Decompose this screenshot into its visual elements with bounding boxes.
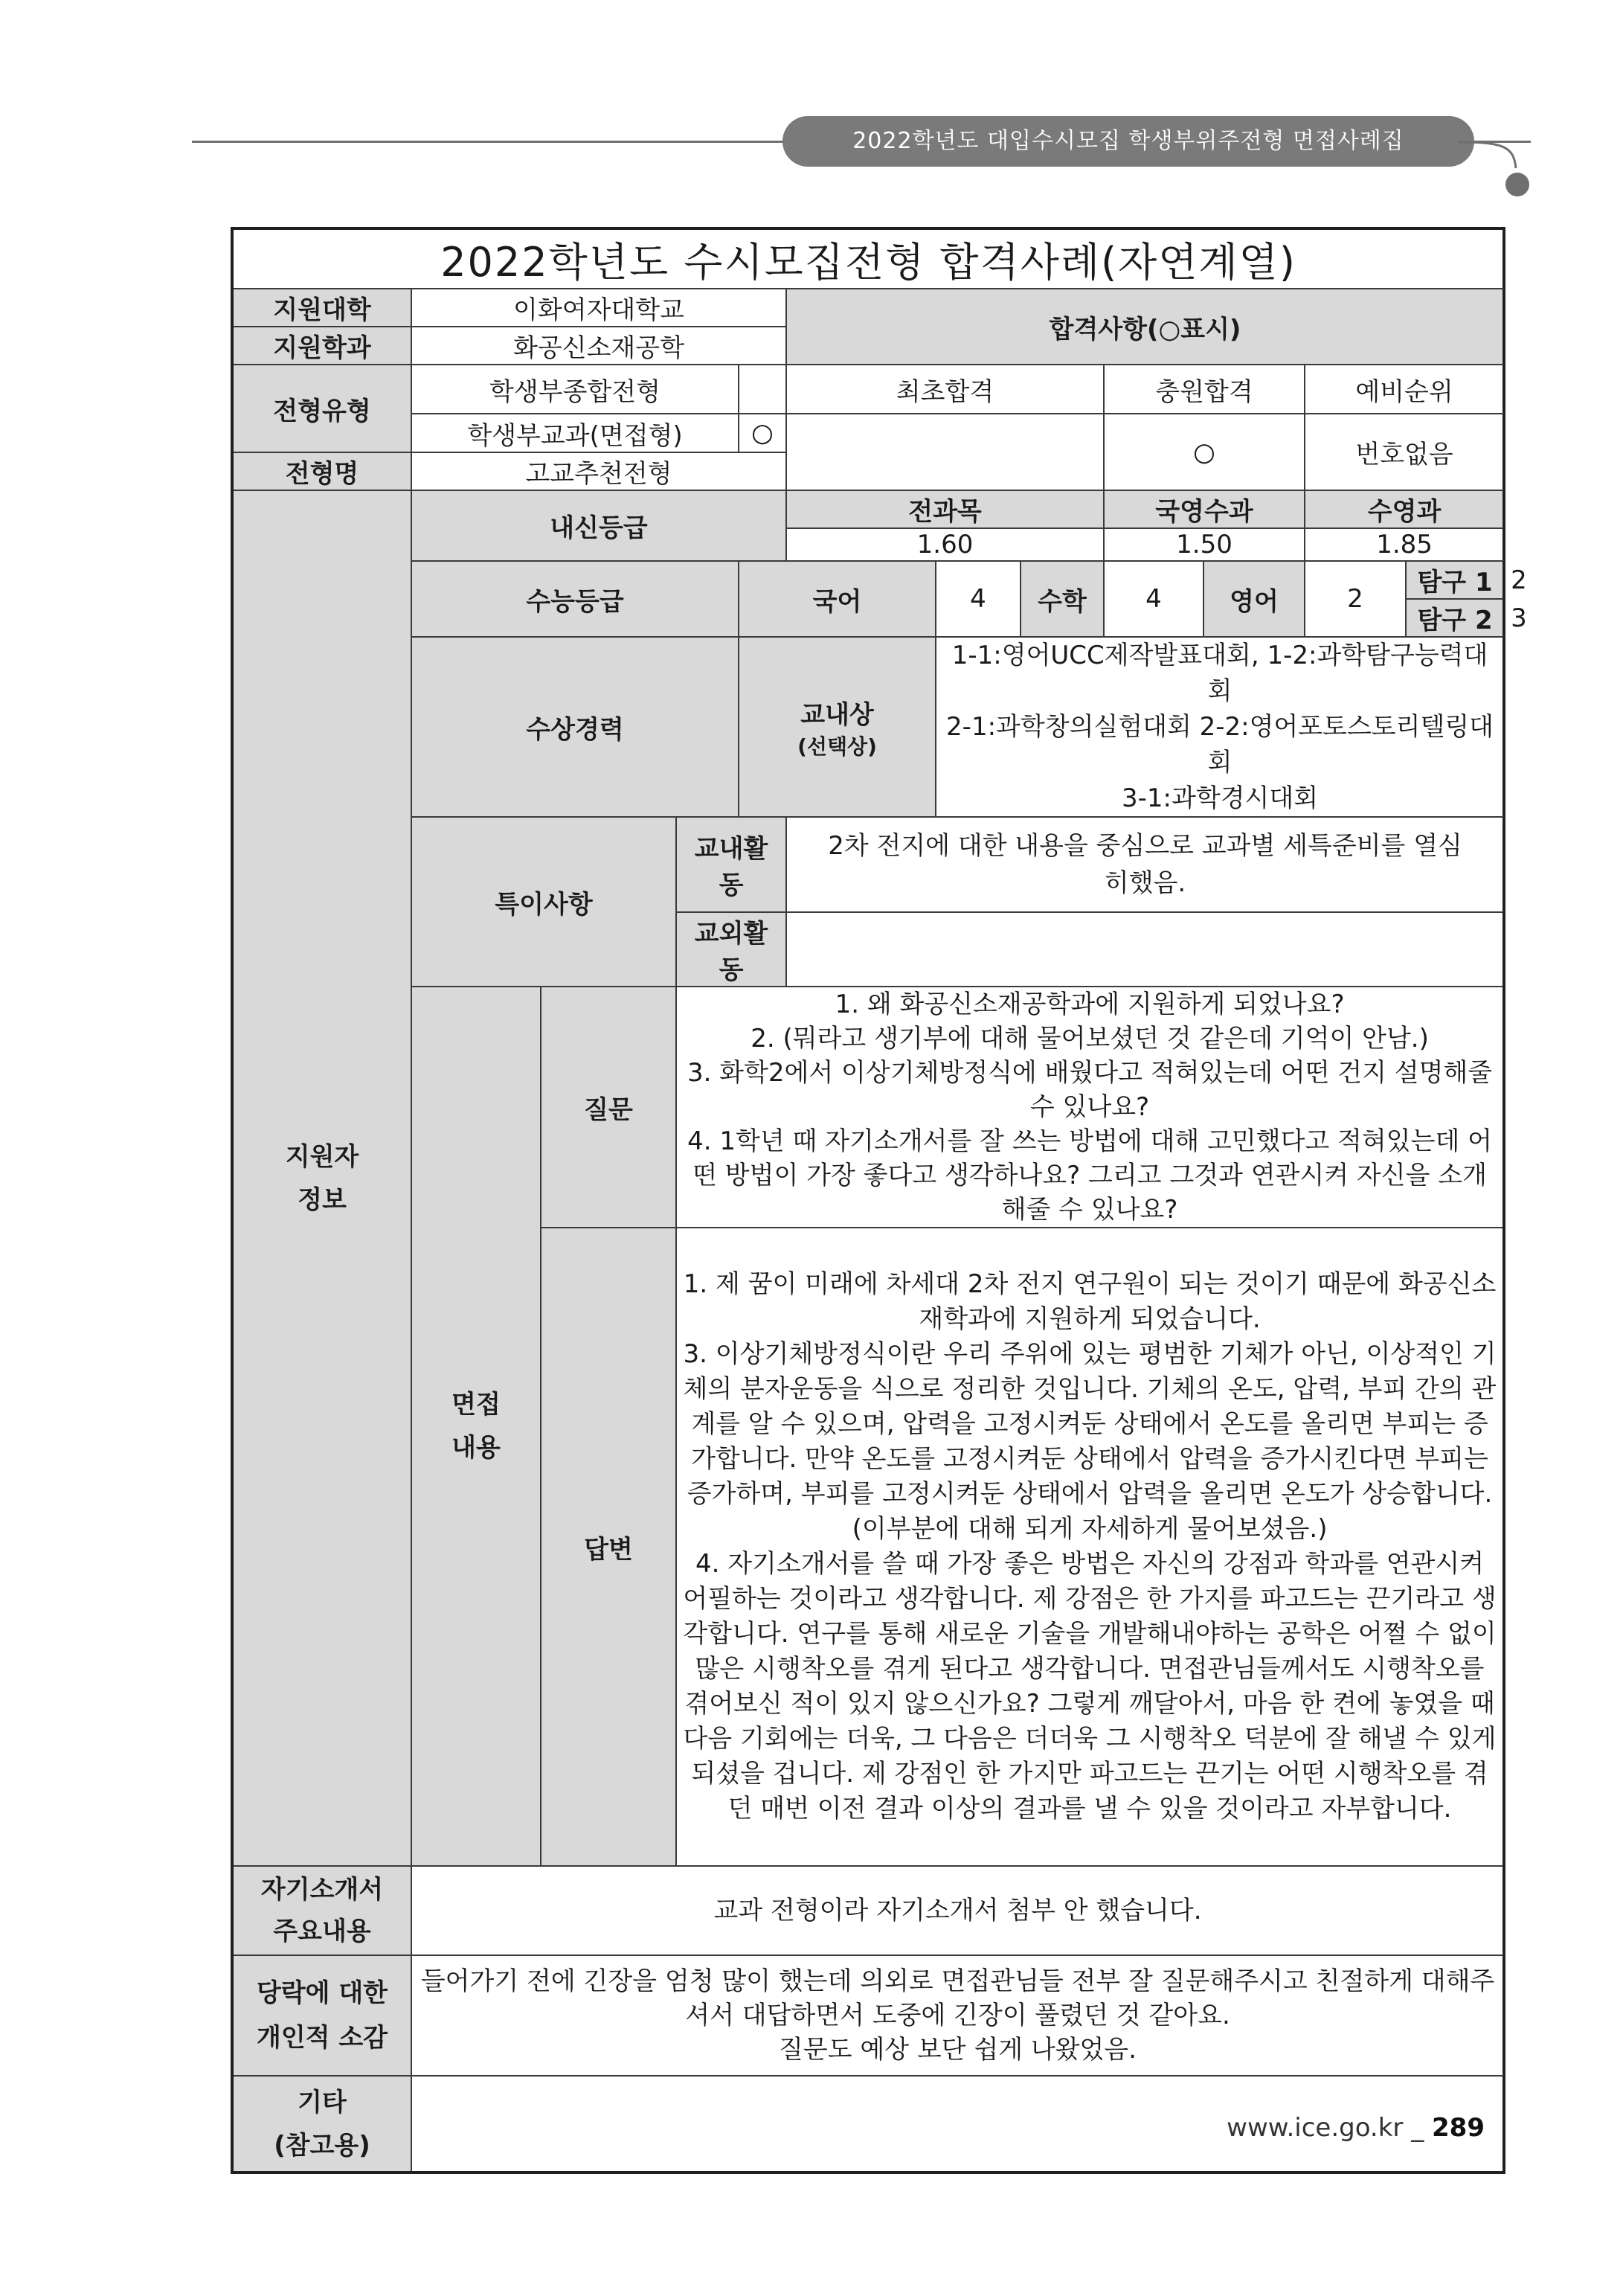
awards-line: 2-1:과학창의실험대회 2-2:영어포토스토리텔링대회 xyxy=(946,712,1494,777)
awards-sub-label-note: (선택상) xyxy=(797,734,877,759)
csat-english-label: 영어 xyxy=(1203,561,1305,637)
csat-inquiry1-label: 탐구 1 xyxy=(1406,561,1504,599)
footer-site: www.ice.go.kr _ xyxy=(1227,2113,1433,2143)
csat-math-label: 수학 xyxy=(1021,561,1104,637)
interview-label: 면접 내용 xyxy=(411,987,541,1866)
csat-korean-label: 국어 xyxy=(739,561,936,637)
question-item: 2. (뭐라고 생기부에 대해 물어보셨던 것 같은데 기억이 안남.) xyxy=(751,1024,1429,1054)
page-footer xyxy=(1227,2113,1485,2143)
table-title: 2022학년도 수시모집전형 합격사례(자연계열) xyxy=(232,228,1504,289)
running-header: 2022학년도 대입수시모집 학생부위주전형 면접사례집 xyxy=(782,116,1474,167)
result-mark-waitlist: ○ xyxy=(1104,414,1305,490)
impression-label: 당락에 대한 개인적 소감 xyxy=(232,1955,411,2076)
name-label: 전형명 xyxy=(232,452,411,490)
csat-english-value: 2 xyxy=(1305,561,1406,637)
essay-label: 자기소개서 주요내용 xyxy=(232,1866,411,1955)
awards-sub-label xyxy=(739,637,936,817)
type-option-2: 학생부교과(면접형) xyxy=(411,414,739,452)
name-value: 고교추천전형 xyxy=(411,452,786,490)
special-notes-label: 특이사항 xyxy=(411,817,676,987)
impression-line: 질문도 예상 보단 쉽게 나왔었음. xyxy=(779,2035,1137,2065)
type-option-1-mark xyxy=(739,365,786,414)
csat-korean-value: 4 xyxy=(936,561,1021,637)
applicant-info-label: 지원자 정보 xyxy=(232,490,411,1866)
answer-item: 1. 제 꿈이 미래에 차세대 2차 전지 연구원이 되는 것이기 때문에 화공신소재학과에 지원하게 되었습니다. xyxy=(683,1269,1497,1334)
csat-inquiry2-label: 탐구 2 xyxy=(1406,599,1504,637)
answer-label: 답변 xyxy=(541,1228,676,1866)
awards-line: 1-1:영어UCC제작발표대회, 1-2:과학탐구능력대회 xyxy=(951,641,1488,706)
result-mark-initial xyxy=(786,414,1104,490)
awards-line: 3-1:과학경시대회 xyxy=(1122,783,1319,813)
answers-cell xyxy=(676,1228,1504,1866)
dept-value: 화공신소재공학 xyxy=(411,327,786,365)
gpa-value-mes: 1.85 xyxy=(1305,528,1504,561)
result-mark-reserve: 번호없음 xyxy=(1305,414,1504,490)
gpa-col-mes: 수영과 xyxy=(1305,490,1504,528)
essay-value: 교과 전형이라 자기소개서 첨부 안 했습니다. xyxy=(411,1866,1504,1955)
admission-case-table: 2022학년도 수시모집전형 합격사례(자연계열) 지원대학 이화여자대학교 합격사항(○표시) 지원학과 화공신소재공학 전형유형 학생부종합전형 최초합격 충원합격 예비순위 학생부교과(면접형) ○ ○ 번호없음 전형명 고교추천전형 지원자 정보 내신등급 전과목 국영수과 수영과 1.60 1.50 1.85 수능등급 국어 4 수학 4 영어 2 탐구 1 2 탐구 2 3 수상경력 교내상 (선택상) 1-1:영어UCC제작발표대회, 1-2:과학탐구능력대회 2-1:과학창의실험대회 2-2:영어포토스토리텔링대회 3-1:과학경시대회 특이사항 교내활동 2차 전지에 대한 내용을 중심으로 교과별 세특준비를 열심히했음. 교외활동 면접 내용 질문 1. 왜 화공신소재공학과에 지원하게 되었나요? 2. (뭐라고 생기부에 대해 물어보셨던 것 같은데 기억이 안남.) 3. 화학2에서 이상기체방정식에 배웠다고 적혀있는데 어떤 건지 설명해줄 수 있나요? 4. 1학년 때 자기소개서를 잘 쓰는 방법에 대해 고민했다고 적혀있는데 어떤 방법이 가장 좋다고 생각하나요? 그리고 그것과 연관시켜 자신을 소개해줄 수 있나요? 답변 1. 제 꿈이 미래에 차세대 2차 전지 연구원이 되는 것이기 때문에 화공신소재학과에 지원하게 되었습니다. 3. 이상기체방정식이란 우리 주위에 있는 평범한 기체가 아닌, 이상적인 기체의 분자운동을 식으로 정리한 것입니다. 기체의 온도, 압력, 부피 간의 관계를 알 수 있으며, 압력을 고정시켜둔 상태에서 온도를 올리면 부피는 증가합니다. 만약 온도를 고정시켜둔 상태에서 압력을 증가시킨다면 부피는 증가하며, 부피를 고정시켜둔 상태에서 압력을 올리면 온도가 상승합니다. (이부분에 대해 되게 자세하게 물어보셨음.) 4. 자기소개서를 쓸 때 가장 좋은 방법은 자신의 강점과 학과를 연관시켜 어필하는 것이라고 생각합니다. 제 강점은 한 가지를 파고드는 끈기라고 생각합니다. 연구를 통해 새로운 기술을 개발해내야하는 공학은 어쩔 수 없이 많은 시행착오를 겪게 된다고 생각합니다. 면접관님들께서도 시행착오를 겪어보신 적이 있지 않으신가요? 그렇게 깨달아서, 마음 한 켠에 놓였을 때 다음 기회에는 더욱, 그 다음은 더더욱 그 시행착오 덕분에 잘 해낼 수 있게 되셨을 겁니다. 제 강점인 한 가지만 파고드는 끈기는 어떤 시행착오를 겪던 매번 이전 결과 이상의 결과를 낼 수 있을 것이라고 자부합니다. 자기소개서 주요내용 교과 전형이라 자기소개서 첨부 안 했습니다. 당락에 대한 개인적 소감 들어가기 전에 긴장을 엄청 많이 했는데 의외로 면접관님들 전부 잘 질문해주시고 친절하게 대해주셔서 대답하면서 도중에 긴장이 풀렸던 것 같아요. 질문도 예상 보단 쉽게 나왔었음. 기타 (참고용) xyxy=(231,227,1505,2174)
univ-label: 지원대학 xyxy=(232,289,411,327)
in-school-value: 2차 전지에 대한 내용을 중심으로 교과별 세특준비를 열심히했음. xyxy=(786,817,1504,912)
result-col-initial: 최초합격 xyxy=(786,365,1104,414)
gpa-value-all: 1.60 xyxy=(786,528,1104,561)
gpa-col-kemsc: 국영수과 xyxy=(1104,490,1305,528)
question-label: 질문 xyxy=(541,987,676,1228)
impression-cell xyxy=(411,1955,1504,2076)
gpa-col-all: 전과목 xyxy=(786,490,1104,528)
etc-label: 기타 (참고용) xyxy=(232,2076,411,2172)
question-item: 3. 화학2에서 이상기체방정식에 배웠다고 적혀있는데 어떤 건지 설명해줄 수 있나요? xyxy=(687,1058,1493,1122)
type-label: 전형유형 xyxy=(232,365,411,452)
result-header: 합격사항(○표시) xyxy=(786,289,1504,365)
answer-item: 3. 이상기체방정식이란 우리 주위에 있는 평범한 기체가 아닌, 이상적인 기체의 분자운동을 식으로 정리한 것입니다. 기체의 온도, 압력, 부피 간의 관계를 알 수 있으며, 압력을 고정시켜둔 상태에서 온도를 올리면 부피는 증가합니다. 만약 온도를 고정시켜둔 상태에서 압력을 증가시킨다면 부피는 증가하며, 부피를 고정시켜둔 상태에서 압력을 올리면 온도가 상승합니다. (이부분에 대해 되게 자세하게 물어보셨음.) xyxy=(683,1339,1497,1544)
awards-sub-label-main: 교내상 xyxy=(800,699,874,730)
questions-cell xyxy=(676,987,1504,1228)
gpa-value-kemsc: 1.50 xyxy=(1104,528,1305,561)
type-option-1: 학생부종합전형 xyxy=(411,365,739,414)
answer-item: 4. 자기소개서를 쓸 때 가장 좋은 방법은 자신의 강점과 학과를 연관시켜 어필하는 것이라고 생각합니다. 제 강점은 한 가지를 파고드는 끈기라고 생각합니다. 연구를 통해 새로운 기술을 개발해내야하는 공학은 어쩔 수 없이 많은 시행착오를 겪게 된다고 생각합니다. 면접관님들께서도 시행착오를 겪어보신 적이 있지 않으신가요? 그렇게 깨달아서, 마음 한 켠에 놓였을 때 다음 기회에는 더욱, 그 다음은 더더욱 그 시행착오 덕분에 잘 해낼 수 있게 되셨을 겁니다. 제 강점인 한 가지만 파고드는 끈기는 어떤 시행착오를 겪던 매번 이전 결과 이상의 결과를 낼 수 있을 것이라고 자부합니다. xyxy=(683,1549,1497,1824)
awards-list xyxy=(936,637,1504,817)
result-col-waitlist: 충원합격 xyxy=(1104,365,1305,414)
result-col-reserve: 예비순위 xyxy=(1305,365,1504,414)
impression-line: 들어가기 전에 긴장을 엄청 많이 했는데 의외로 면접관님들 전부 잘 질문해주시고 친절하게 대해주셔서 대답하면서 도중에 긴장이 풀렸던 것 같아요. xyxy=(420,1966,1495,2030)
type-option-2-mark: ○ xyxy=(739,414,786,452)
univ-value: 이화여자대학교 xyxy=(411,289,786,327)
dept-label: 지원학과 xyxy=(232,327,411,365)
out-school-label: 교외활동 xyxy=(676,912,786,987)
question-item: 1. 왜 화공신소재공학과에 지원하게 되었나요? xyxy=(835,990,1345,1019)
question-item: 4. 1학년 때 자기소개서를 잘 쓰는 방법에 대해 고민했다고 적혀있는데 어떤 방법이 가장 좋다고 생각하나요? 그리고 그것과 연관시켜 자신을 소개해줄 수 있나요? xyxy=(687,1126,1492,1225)
page-number: 289 xyxy=(1432,2113,1485,2143)
in-school-label: 교내활동 xyxy=(676,817,786,912)
out-school-value xyxy=(786,912,1504,987)
gpa-label: 내신등급 xyxy=(411,490,786,561)
csat-label: 수능등급 xyxy=(411,561,739,637)
header-curve-ornament xyxy=(1458,138,1562,198)
csat-math-value: 4 xyxy=(1104,561,1203,637)
awards-label: 수상경력 xyxy=(411,637,739,817)
